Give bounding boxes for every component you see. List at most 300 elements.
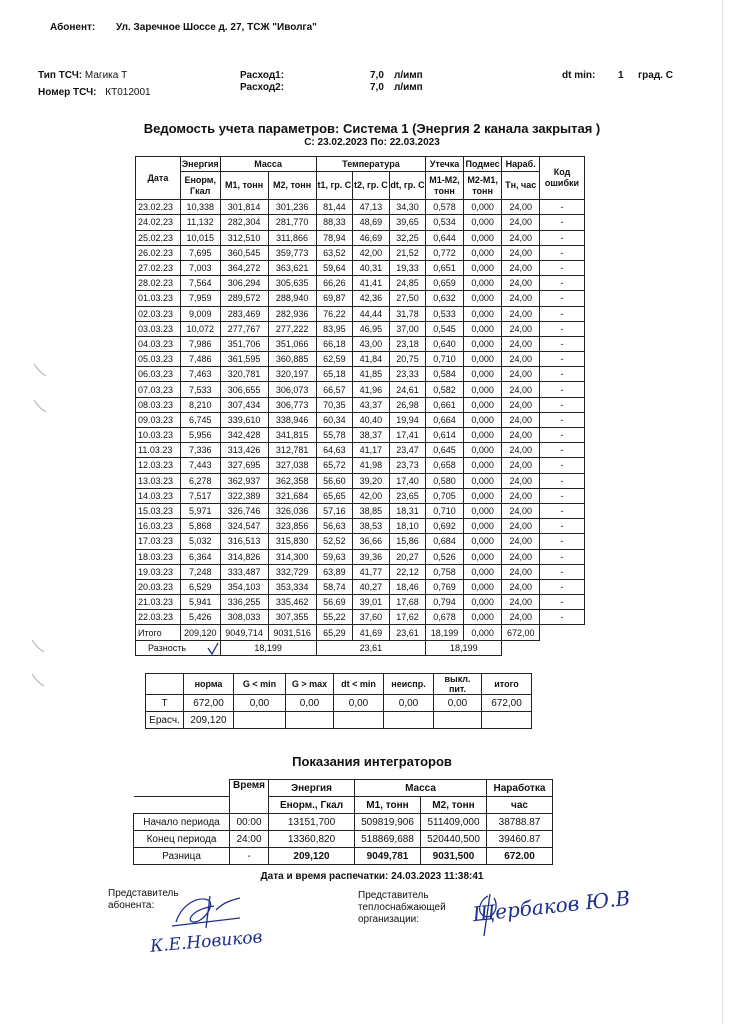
col-energy: Енорм, Гкал: [180, 172, 220, 200]
table-cell: -: [540, 276, 585, 291]
table-cell: 24,00: [502, 382, 540, 397]
table-cell: 301,814: [220, 200, 268, 215]
page-title: Ведомость учета параметров: Система 1 (Энергия 2 канала закрытая ): [143, 121, 601, 136]
total-cell: 65,29: [316, 625, 353, 640]
subscriber-value: Ул. Заречное Шоссе д. 27, ТСЖ "Иволга": [116, 22, 317, 33]
table-cell: 24,00: [502, 260, 540, 275]
table-row: [136, 382, 585, 397]
binder-hole-marks: [26, 638, 48, 698]
table-cell: 0,000: [463, 215, 502, 230]
difference-leak: 18,199: [426, 640, 502, 655]
table-cell: 6,364: [180, 549, 220, 564]
total-cell: 9031,516: [268, 625, 316, 640]
total-cell: 672,00: [502, 625, 540, 640]
table-cell: 66,57: [316, 382, 353, 397]
table-cell: 327,038: [268, 458, 316, 473]
integ-cell: 39460.87: [487, 831, 553, 848]
table-cell: 312,510: [220, 230, 268, 245]
table-cell: 321,684: [268, 488, 316, 503]
table-cell: 7,003: [180, 260, 220, 275]
norm-cell: 672,00: [482, 695, 532, 712]
table-cell: 88,33: [316, 215, 353, 230]
table-cell: -: [540, 412, 585, 427]
table-cell: 83,95: [316, 321, 353, 336]
table-cell: 362,937: [220, 473, 268, 488]
integ-cell: 511409,000: [421, 814, 487, 831]
tsc-type-row: [38, 70, 127, 81]
table-row: [136, 321, 585, 336]
supplier-signature-icon: [470, 890, 510, 940]
col-t1: t1, гр. С: [316, 172, 353, 200]
table-cell: 7,959: [180, 291, 220, 306]
table-cell: 47,13: [353, 200, 390, 215]
integ-col-energy-unit: Енорм., Гкал: [269, 797, 355, 814]
table-cell: 7,986: [180, 336, 220, 351]
row-date: 17.03.23: [136, 534, 181, 549]
table-cell: 41,77: [353, 564, 390, 579]
table-cell: 0,584: [426, 367, 464, 382]
table-cell: 314,826: [220, 549, 268, 564]
table-cell: 353,334: [268, 579, 316, 594]
table-cell: 0,000: [463, 397, 502, 412]
table-cell: 0,000: [463, 549, 502, 564]
col-runtime: Тн, час: [502, 172, 540, 200]
norm-row-e: [146, 712, 532, 729]
table-cell: 65,18: [316, 367, 353, 382]
table-cell: 5,941: [180, 595, 220, 610]
table-cell: 6,529: [180, 579, 220, 594]
table-cell: 20,75: [389, 352, 426, 367]
table-cell: 24,00: [502, 397, 540, 412]
table-cell: 7,463: [180, 367, 220, 382]
table-cell: 7,517: [180, 488, 220, 503]
difference-row: [136, 640, 585, 655]
table-cell: 306,773: [268, 397, 316, 412]
table-cell: 24,00: [502, 519, 540, 534]
row-date: 05.03.23: [136, 352, 181, 367]
table-cell: 69,87: [316, 291, 353, 306]
dtmin-unit: град. С: [638, 70, 673, 81]
table-cell: 360,885: [268, 352, 316, 367]
row-date: 28.02.23: [136, 276, 181, 291]
table-cell: 43,00: [353, 336, 390, 351]
col-group-leak: Утечка: [426, 157, 464, 172]
table-cell: -: [540, 488, 585, 503]
col-group-energy: Энергия: [180, 157, 220, 172]
norm-header: dt < min: [334, 674, 384, 695]
table-cell: 37,60: [353, 610, 390, 625]
integ-col-mass: Масса: [355, 780, 487, 797]
tsc-number-label: Номер ТСЧ:: [38, 87, 97, 98]
table-row: [136, 245, 585, 260]
table-cell: 24,85: [389, 276, 426, 291]
table-cell: 0,000: [463, 579, 502, 594]
integ-cell: 672.00: [487, 848, 553, 865]
table-cell: 63,89: [316, 564, 353, 579]
table-cell: 41,41: [353, 276, 390, 291]
table-cell: 5,426: [180, 610, 220, 625]
table-cell: 320,197: [268, 367, 316, 382]
table-cell: 63,52: [316, 245, 353, 260]
integ-row-diff: [134, 848, 553, 865]
table-row: [136, 336, 585, 351]
table-cell: 41,17: [353, 443, 390, 458]
table-cell: 66,18: [316, 336, 353, 351]
table-cell: 313,426: [220, 443, 268, 458]
table-cell: 327,695: [220, 458, 268, 473]
table-cell: 59,63: [316, 549, 353, 564]
table-cell: 20,27: [389, 549, 426, 564]
table-cell: 363,621: [268, 260, 316, 275]
total-cell: 209,120: [180, 625, 220, 640]
integ-cell: 509819,906: [355, 814, 421, 831]
integ-col-m1: М1, тонн: [355, 797, 421, 814]
integ-cell: 24:00: [230, 831, 269, 848]
integ-cell: 518869,688: [355, 831, 421, 848]
table-cell: -: [540, 336, 585, 351]
dtmin-label: dt min:: [562, 70, 596, 81]
table-cell: 277,767: [220, 321, 268, 336]
table-cell: 17,41: [389, 428, 426, 443]
table-cell: 0,661: [426, 397, 464, 412]
row-date: 12.03.23: [136, 458, 181, 473]
table-cell: 326,746: [220, 503, 268, 518]
integ-cell: 209,120: [269, 848, 355, 865]
table-cell: 66,26: [316, 276, 353, 291]
table-cell: 5,956: [180, 428, 220, 443]
table-cell: 307,355: [268, 610, 316, 625]
table-cell: 311,866: [268, 230, 316, 245]
row-date: 10.03.23: [136, 428, 181, 443]
table-cell: 10,015: [180, 230, 220, 245]
table-cell: 0,710: [426, 352, 464, 367]
tsc-type-label: Тип ТСЧ:: [38, 70, 83, 81]
integ-cell: 38788.87: [487, 814, 553, 831]
table-cell: 40,27: [353, 579, 390, 594]
table-cell: 0,678: [426, 610, 464, 625]
table-cell: 41,98: [353, 458, 390, 473]
table-cell: 336,255: [220, 595, 268, 610]
table-cell: 351,066: [268, 336, 316, 351]
flow2-value: 7,0: [370, 82, 384, 93]
table-cell: 7,564: [180, 276, 220, 291]
table-cell: 81,44: [316, 200, 353, 215]
table-cell: 24,00: [502, 367, 540, 382]
subscriber-label: Абонент:: [50, 22, 96, 33]
row-date: 09.03.23: [136, 412, 181, 427]
subscriber-name: К.Е.Новиков: [149, 927, 264, 957]
table-cell: 333,487: [220, 564, 268, 579]
row-date: 19.03.23: [136, 564, 181, 579]
table-row: [136, 230, 585, 245]
tsc-number-value: КТ012001: [105, 87, 151, 98]
table-cell: 62,59: [316, 352, 353, 367]
table-cell: 289,572: [220, 291, 268, 306]
table-cell: 37,00: [389, 321, 426, 336]
table-cell: 283,469: [220, 306, 268, 321]
row-date: 06.03.23: [136, 367, 181, 382]
table-cell: 0,000: [463, 473, 502, 488]
table-cell: 0,000: [463, 306, 502, 321]
table-cell: 359,773: [268, 245, 316, 260]
row-date: 24.02.23: [136, 215, 181, 230]
col-group-mass: Масса: [220, 157, 316, 172]
col-m1: М1, тонн: [220, 172, 268, 200]
total-cell: 9049,714: [220, 625, 268, 640]
table-cell: 22,12: [389, 564, 426, 579]
tsc-number-row: [38, 87, 151, 98]
table-cell: 0,000: [463, 503, 502, 518]
table-cell: 339,610: [220, 412, 268, 427]
table-cell: 323,856: [268, 519, 316, 534]
table-cell: 58,74: [316, 579, 353, 594]
row-date: 25.02.23: [136, 230, 181, 245]
row-date: 23.02.23: [136, 200, 181, 215]
col-date: Дата: [136, 157, 181, 200]
integ-cell: 9031,500: [421, 848, 487, 865]
table-cell: 56,69: [316, 595, 353, 610]
integ-col-runtime: Наработка: [487, 780, 553, 797]
table-cell: 18,10: [389, 519, 426, 534]
table-cell: -: [540, 200, 585, 215]
row-date: 04.03.23: [136, 336, 181, 351]
table-cell: 364,272: [220, 260, 268, 275]
table-cell: -: [540, 291, 585, 306]
table-cell: 0,578: [426, 200, 464, 215]
table-cell: 39,01: [353, 595, 390, 610]
table-cell: 342,428: [220, 428, 268, 443]
col-dt: dt, гр. С: [389, 172, 426, 200]
table-cell: 0,000: [463, 352, 502, 367]
table-cell: 7,248: [180, 564, 220, 579]
table-cell: 0,000: [463, 230, 502, 245]
table-cell: 24,00: [502, 245, 540, 260]
table-row: [136, 306, 585, 321]
subscriber-rep-label: Представитель абонента:: [108, 888, 179, 911]
table-cell: 65,72: [316, 458, 353, 473]
table-cell: 18,31: [389, 503, 426, 518]
table-cell: 0,000: [463, 276, 502, 291]
table-cell: 0,000: [463, 428, 502, 443]
table-cell: -: [540, 321, 585, 336]
table-cell: 26,98: [389, 397, 426, 412]
norm-header: G > max: [286, 674, 334, 695]
row-date: 08.03.23: [136, 397, 181, 412]
table-cell: -: [540, 519, 585, 534]
table-cell: 0,692: [426, 519, 464, 534]
table-cell: 39,65: [389, 215, 426, 230]
table-cell: 55,78: [316, 428, 353, 443]
table-cell: 38,37: [353, 428, 390, 443]
table-row: [136, 488, 585, 503]
table-cell: 24,00: [502, 200, 540, 215]
row-date: 02.03.23: [136, 306, 181, 321]
table-cell: 39,36: [353, 549, 390, 564]
parameters-table-body: [136, 200, 585, 625]
parameters-table: [135, 156, 585, 656]
table-cell: 38,85: [353, 503, 390, 518]
norm-header: неиспр.: [384, 674, 434, 695]
table-cell: 24,00: [502, 534, 540, 549]
table-cell: 7,443: [180, 458, 220, 473]
table-cell: 306,655: [220, 382, 268, 397]
table-cell: 0,526: [426, 549, 464, 564]
table-cell: 307,434: [220, 397, 268, 412]
table-cell: 18,46: [389, 579, 426, 594]
row-date: 14.03.23: [136, 488, 181, 503]
table-cell: 0,000: [463, 488, 502, 503]
table-cell: 6,278: [180, 473, 220, 488]
norm-row-t: [146, 695, 532, 712]
flow1-label: Расход1:: [240, 70, 285, 81]
integ-row-label: Начало периода: [134, 814, 230, 831]
row-date: 16.03.23: [136, 519, 181, 534]
row-date: 03.03.23: [136, 321, 181, 336]
table-cell: 24,00: [502, 458, 540, 473]
table-cell: 8,210: [180, 397, 220, 412]
table-cell: -: [540, 610, 585, 625]
table-row: [136, 291, 585, 306]
table-cell: -: [540, 579, 585, 594]
table-cell: -: [540, 503, 585, 518]
integrators-table: [133, 779, 553, 865]
table-cell: 24,00: [502, 579, 540, 594]
flow2-unit: л/имп: [394, 82, 423, 93]
table-cell: 41,96: [353, 382, 390, 397]
norm-header: норма: [184, 674, 234, 695]
subscriber-signature-icon: [170, 892, 245, 932]
table-cell: 41,84: [353, 352, 390, 367]
table-cell: 0,640: [426, 336, 464, 351]
row-date: 21.03.23: [136, 595, 181, 610]
table-cell: 56,60: [316, 473, 353, 488]
table-cell: 46,69: [353, 230, 390, 245]
total-cell: 41,69: [353, 625, 390, 640]
table-cell: 24,00: [502, 276, 540, 291]
totals-label: Итого: [136, 625, 181, 640]
table-cell: 306,073: [268, 382, 316, 397]
table-cell: 19,33: [389, 260, 426, 275]
col-error-code: Код ошибки: [540, 157, 585, 200]
table-cell: 282,936: [268, 306, 316, 321]
table-row: [136, 352, 585, 367]
norm-cell: 0,00: [384, 695, 434, 712]
table-cell: 277,222: [268, 321, 316, 336]
norm-table: [145, 673, 532, 729]
table-cell: 10,338: [180, 200, 220, 215]
table-cell: 17,40: [389, 473, 426, 488]
table-row: [136, 443, 585, 458]
table-cell: 46,95: [353, 321, 390, 336]
table-cell: 0,705: [426, 488, 464, 503]
integ-cell: 13151,700: [269, 814, 355, 831]
table-cell: 0,651: [426, 260, 464, 275]
table-cell: 308,033: [220, 610, 268, 625]
table-row: [136, 276, 585, 291]
dtmin-value: 1: [618, 70, 624, 81]
table-row: [136, 215, 585, 230]
table-cell: 55,22: [316, 610, 353, 625]
row-date: 18.03.23: [136, 549, 181, 564]
col-t2: t2, гр. С: [353, 172, 390, 200]
table-cell: 7,486: [180, 352, 220, 367]
table-cell: 0,000: [463, 260, 502, 275]
table-cell: 34,30: [389, 200, 426, 215]
table-cell: 36,66: [353, 534, 390, 549]
table-cell: 24,00: [502, 321, 540, 336]
table-cell: 23,18: [389, 336, 426, 351]
flow1-value: 7,0: [370, 70, 384, 81]
table-cell: 56,63: [316, 519, 353, 534]
table-cell: 6,745: [180, 412, 220, 427]
scan-edge: [722, 0, 723, 1024]
table-cell: -: [540, 215, 585, 230]
table-cell: 0,664: [426, 412, 464, 427]
table-cell: -: [540, 534, 585, 549]
table-row: [136, 458, 585, 473]
table-cell: -: [540, 306, 585, 321]
table-cell: 360,545: [220, 245, 268, 260]
table-cell: 282,304: [220, 215, 268, 230]
integ-cell: 520440,500: [421, 831, 487, 848]
report-period: С: 23.02.2023 По: 22.03.2023: [304, 137, 440, 148]
table-cell: 27,50: [389, 291, 426, 306]
table-cell: 312,781: [268, 443, 316, 458]
table-cell: 0,614: [426, 428, 464, 443]
table-cell: 24,00: [502, 503, 540, 518]
table-cell: 59,64: [316, 260, 353, 275]
table-row: [136, 595, 585, 610]
table-cell: 0,534: [426, 215, 464, 230]
table-cell: 314,300: [268, 549, 316, 564]
binder-hole-marks: [28, 360, 50, 420]
table-cell: 0,659: [426, 276, 464, 291]
table-cell: 17,62: [389, 610, 426, 625]
table-cell: -: [540, 564, 585, 579]
table-row: [136, 367, 585, 382]
table-cell: 48,69: [353, 215, 390, 230]
table-cell: 23,33: [389, 367, 426, 382]
flow1-unit: л/имп: [394, 70, 423, 81]
table-cell: 0,000: [463, 200, 502, 215]
table-cell: 60,34: [316, 412, 353, 427]
table-cell: 0,000: [463, 321, 502, 336]
norm-row-label: Т: [146, 695, 184, 712]
table-cell: 0,000: [463, 610, 502, 625]
table-cell: 42,00: [353, 488, 390, 503]
table-row: [136, 549, 585, 564]
table-cell: 24,00: [502, 428, 540, 443]
table-cell: 24,00: [502, 230, 540, 245]
table-cell: 354,103: [220, 579, 268, 594]
table-cell: 0,000: [463, 336, 502, 351]
table-cell: -: [540, 245, 585, 260]
table-cell: 324,547: [220, 519, 268, 534]
table-cell: 0,000: [463, 382, 502, 397]
col-group-temp: Температура: [316, 157, 426, 172]
table-cell: -: [540, 260, 585, 275]
table-cell: 64,63: [316, 443, 353, 458]
table-cell: 24,00: [502, 610, 540, 625]
table-cell: 326,036: [268, 503, 316, 518]
table-cell: 42,00: [353, 245, 390, 260]
table-cell: 7,533: [180, 382, 220, 397]
row-date: 11.03.23: [136, 443, 181, 458]
table-cell: 24,00: [502, 443, 540, 458]
table-row: [136, 610, 585, 625]
table-cell: -: [540, 595, 585, 610]
norm-header: G < min: [234, 674, 286, 695]
